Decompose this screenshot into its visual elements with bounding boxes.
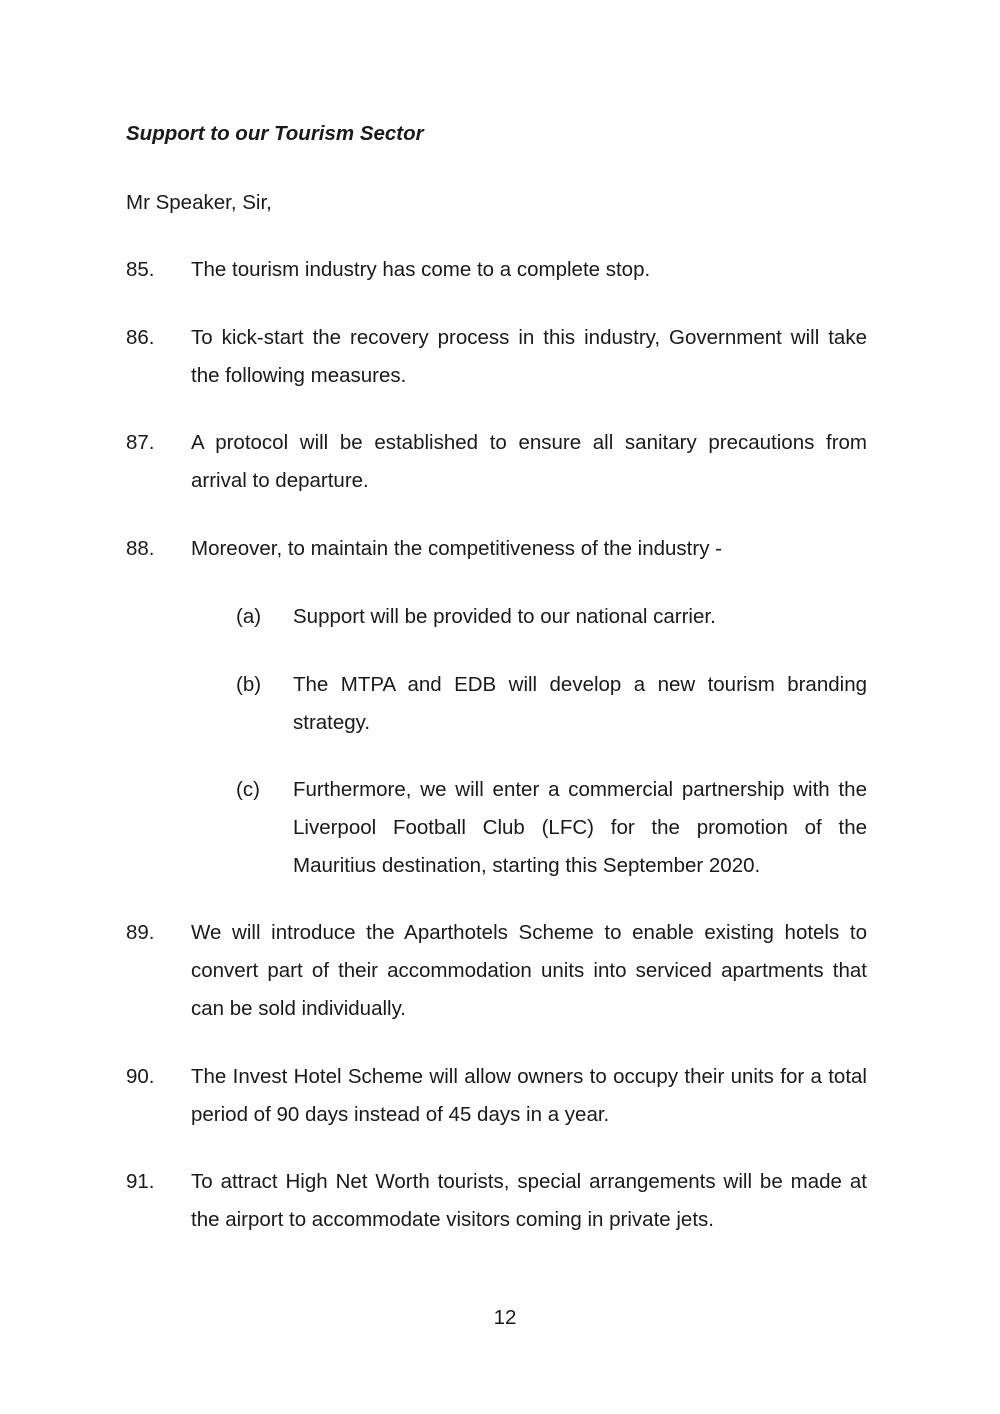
paragraph-number: 88. bbox=[126, 537, 155, 560]
paragraph-text: A protocol will be established to ensure all sanitary precautions from arrival to departure. bbox=[191, 431, 867, 492]
paragraph-number: 87. bbox=[126, 431, 155, 454]
paragraph-number: 89. bbox=[126, 921, 155, 944]
paragraph-text: To attract High Net Worth tourists, special arrangements will be made at the airport to accommodate visitors coming in private jets. bbox=[191, 1170, 867, 1231]
paragraph-number: 90. bbox=[126, 1065, 155, 1088]
subitem-label: (b) bbox=[236, 673, 262, 696]
paragraph-91 bbox=[126, 1163, 867, 1239]
paragraph-text: The tourism industry has come to a complete stop. bbox=[191, 258, 651, 281]
subitem-text: Support will be provided to our national carrier. bbox=[293, 605, 716, 628]
paragraph-text: The Invest Hotel Scheme will allow owners to occupy their units for a total period of 90 days instead of 45 days in a year. bbox=[191, 1065, 867, 1126]
subitem-c bbox=[236, 771, 867, 885]
paragraph-number: 85. bbox=[126, 258, 155, 281]
subitem-label: (a) bbox=[236, 605, 262, 628]
paragraph-text: We will introduce the Aparthotels Scheme to enable existing hotels to convert part of their accommodation units into serviced apartments that can be sold individually. bbox=[191, 921, 867, 1020]
paragraph-90 bbox=[126, 1058, 867, 1134]
subitem-b bbox=[236, 666, 867, 742]
paragraph-88 bbox=[126, 530, 867, 568]
subitem-text: The MTPA and EDB will develop a new tourism branding strategy. bbox=[293, 673, 867, 734]
salutation: Mr Speaker, Sir, bbox=[126, 191, 272, 214]
paragraph-87 bbox=[126, 424, 867, 500]
paragraph-85 bbox=[126, 251, 867, 289]
subitem-text: Furthermore, we will enter a commercial partnership with the Liverpool Football Club (LFC) for the promotion of the Mauritius destination, starting this September 2020. bbox=[293, 778, 867, 877]
paragraph-86 bbox=[126, 319, 867, 395]
page-number: 12 bbox=[493, 1306, 517, 1329]
paragraph-text: To kick-start the recovery process in this industry, Government will take the following measures. bbox=[191, 326, 867, 387]
paragraph-89 bbox=[126, 914, 867, 1028]
paragraph-number: 86. bbox=[126, 326, 155, 349]
paragraph-text: Moreover, to maintain the competitiveness of the industry - bbox=[191, 537, 722, 560]
paragraph-number: 91. bbox=[126, 1170, 155, 1193]
section-heading: Support to our Tourism Sector bbox=[126, 122, 424, 145]
subitem-label: (c) bbox=[236, 778, 260, 801]
subitem-a bbox=[236, 598, 867, 636]
